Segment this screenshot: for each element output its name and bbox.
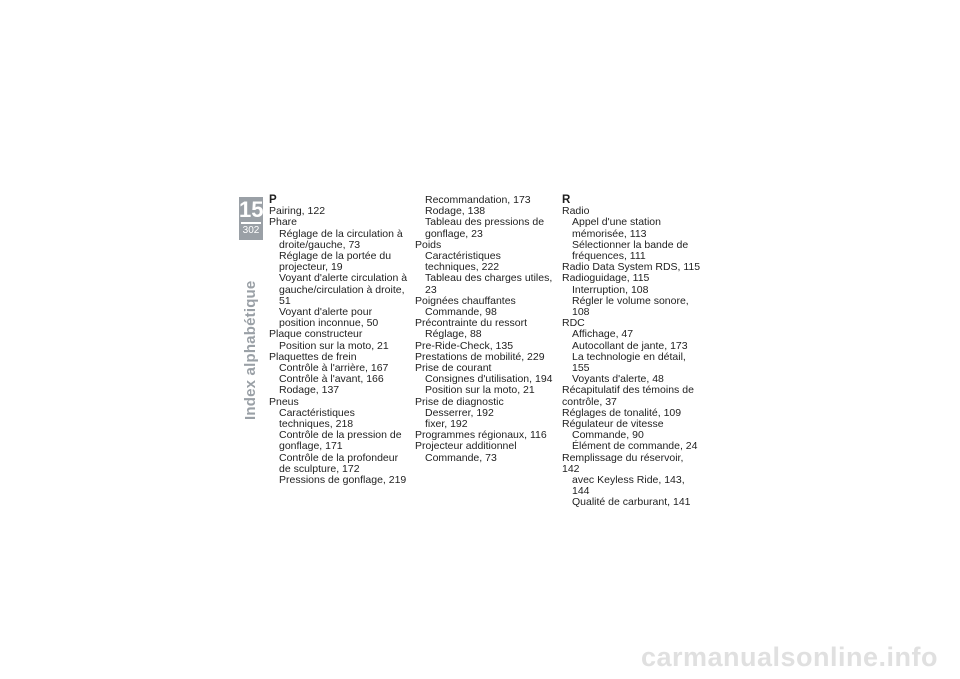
watermark: carmanualsonline.info bbox=[640, 642, 938, 672]
chapter-number: 15 bbox=[239, 197, 264, 222]
page-number: 302 bbox=[242, 225, 260, 236]
index-subentry: Desserrer, 192 bbox=[425, 406, 494, 419]
index-entry: Réglages de tonalité, 109 bbox=[562, 406, 682, 419]
index-subentry: Affichage, 47 bbox=[572, 328, 634, 341]
index-entry: Poids bbox=[415, 238, 442, 251]
index-entry: Précontrainte du ressort bbox=[415, 317, 528, 330]
index-subentry: Qualité de carburant, 141 bbox=[572, 496, 691, 509]
index-column-2 bbox=[415, 195, 555, 464]
index-subentry: Autocollant de jante, 173 bbox=[572, 339, 688, 352]
index-subentry: Réglage de la portée du projecteur, 19 bbox=[279, 250, 392, 274]
index-entry: Prestations de mobilité, 229 bbox=[415, 350, 545, 363]
index-entry: Pneus bbox=[269, 395, 299, 408]
index-subentry: Recommandation, 173 bbox=[425, 194, 531, 206]
index-column-3 bbox=[562, 195, 702, 509]
index-subentry: Position sur la moto, 21 bbox=[279, 339, 389, 352]
index-subentry: Commande, 73 bbox=[425, 451, 497, 464]
index-letter: R bbox=[562, 194, 571, 206]
index-subentry: Commande, 90 bbox=[572, 429, 644, 442]
index-entry: Plaquettes de frein bbox=[269, 350, 357, 363]
index-subentry: La technologie en détail, 155 bbox=[572, 350, 686, 375]
index-entry: Plaque constructeur bbox=[269, 328, 363, 341]
index-subentry: Rodage, 137 bbox=[279, 384, 340, 397]
index-subentry: Contrôle à l'arrière, 167 bbox=[279, 362, 389, 375]
index-subentry: fixer, 192 bbox=[425, 418, 468, 431]
index-entry: Radio Data System RDS, 115 bbox=[562, 261, 701, 274]
index-entry: Prise de courant bbox=[415, 362, 492, 375]
index-entry: Phare bbox=[269, 216, 298, 229]
index-entry: Remplissage du réservoir, 142 bbox=[562, 451, 684, 475]
index-entry: Pairing, 122 bbox=[269, 205, 326, 218]
index-subentry: Consignes d'utilisation, 194 bbox=[425, 373, 553, 386]
chapter-tab bbox=[239, 197, 263, 240]
index-subentry: Contrôle de la pression de gonflage, 171 bbox=[279, 429, 402, 453]
side-title: Index alphabétique bbox=[242, 280, 259, 420]
index-entry: Radioguidage, 115 bbox=[562, 272, 650, 285]
index-subentry: Caractéristiques techniques, 218 bbox=[279, 406, 355, 431]
index-subentry: Réglage de la circulation à droite/gauche, 73 bbox=[279, 227, 403, 251]
index-subentry: Voyants d'alerte, 48 bbox=[572, 373, 664, 386]
index-subentry: Voyant d'alerte circulation à gauche/circulation à droite, 51 bbox=[279, 272, 408, 307]
index-entry: RDC bbox=[562, 317, 585, 330]
index-subentry: Position sur la moto, 21 bbox=[425, 384, 535, 397]
index-entry: Pre-Ride-Check, 135 bbox=[415, 339, 514, 352]
index-entry: Projecteur additionnel bbox=[415, 440, 517, 453]
index-subentry: Interruption, 108 bbox=[572, 283, 649, 296]
index-entry: Régulateur de vitesse bbox=[562, 418, 664, 431]
index-subentry: avec Keyless Ride, 143, 144 bbox=[572, 474, 685, 498]
index-subentry: Voyant d'alerte pour position inconnue, 50 bbox=[279, 306, 379, 330]
index-column-1 bbox=[269, 195, 409, 486]
index-entry: Prise de diagnostic bbox=[415, 395, 504, 408]
index-subentry: Caractéristiques techniques, 222 bbox=[425, 250, 501, 274]
index-letter: P bbox=[269, 194, 277, 206]
index-subentry: Rodage, 138 bbox=[425, 205, 486, 218]
index-subentry: Élément de commande, 24 bbox=[572, 440, 698, 453]
index-entry: Poignées chauffantes bbox=[415, 294, 516, 307]
index-subentry: Réglage, 88 bbox=[425, 328, 482, 341]
index-entry: Programmes régionaux, 116 bbox=[415, 429, 547, 442]
index-entry: Récapitulatif des témoins de contrôle, 37 bbox=[562, 384, 694, 408]
index-subentry: Sélectionner la bande de fréquences, 111 bbox=[572, 238, 689, 263]
index-subentry: Contrôle de la profondeur de sculpture, 172 bbox=[279, 451, 399, 475]
index-entry: Radio bbox=[562, 205, 590, 218]
index-subentry: Tableau des charges utiles, 23 bbox=[425, 272, 553, 296]
index-subentry: Commande, 98 bbox=[425, 306, 497, 319]
index-subentry: Appel d'une station mémorisée, 113 bbox=[572, 216, 661, 240]
index-subentry: Pressions de gonflage, 219 bbox=[279, 474, 407, 487]
index-subentry: Contrôle à l'avant, 166 bbox=[279, 373, 384, 386]
index-subentry: Tableau des pressions de gonflage, 23 bbox=[425, 216, 545, 240]
index-subentry: Régler le volume sonore, 108 bbox=[572, 294, 689, 319]
